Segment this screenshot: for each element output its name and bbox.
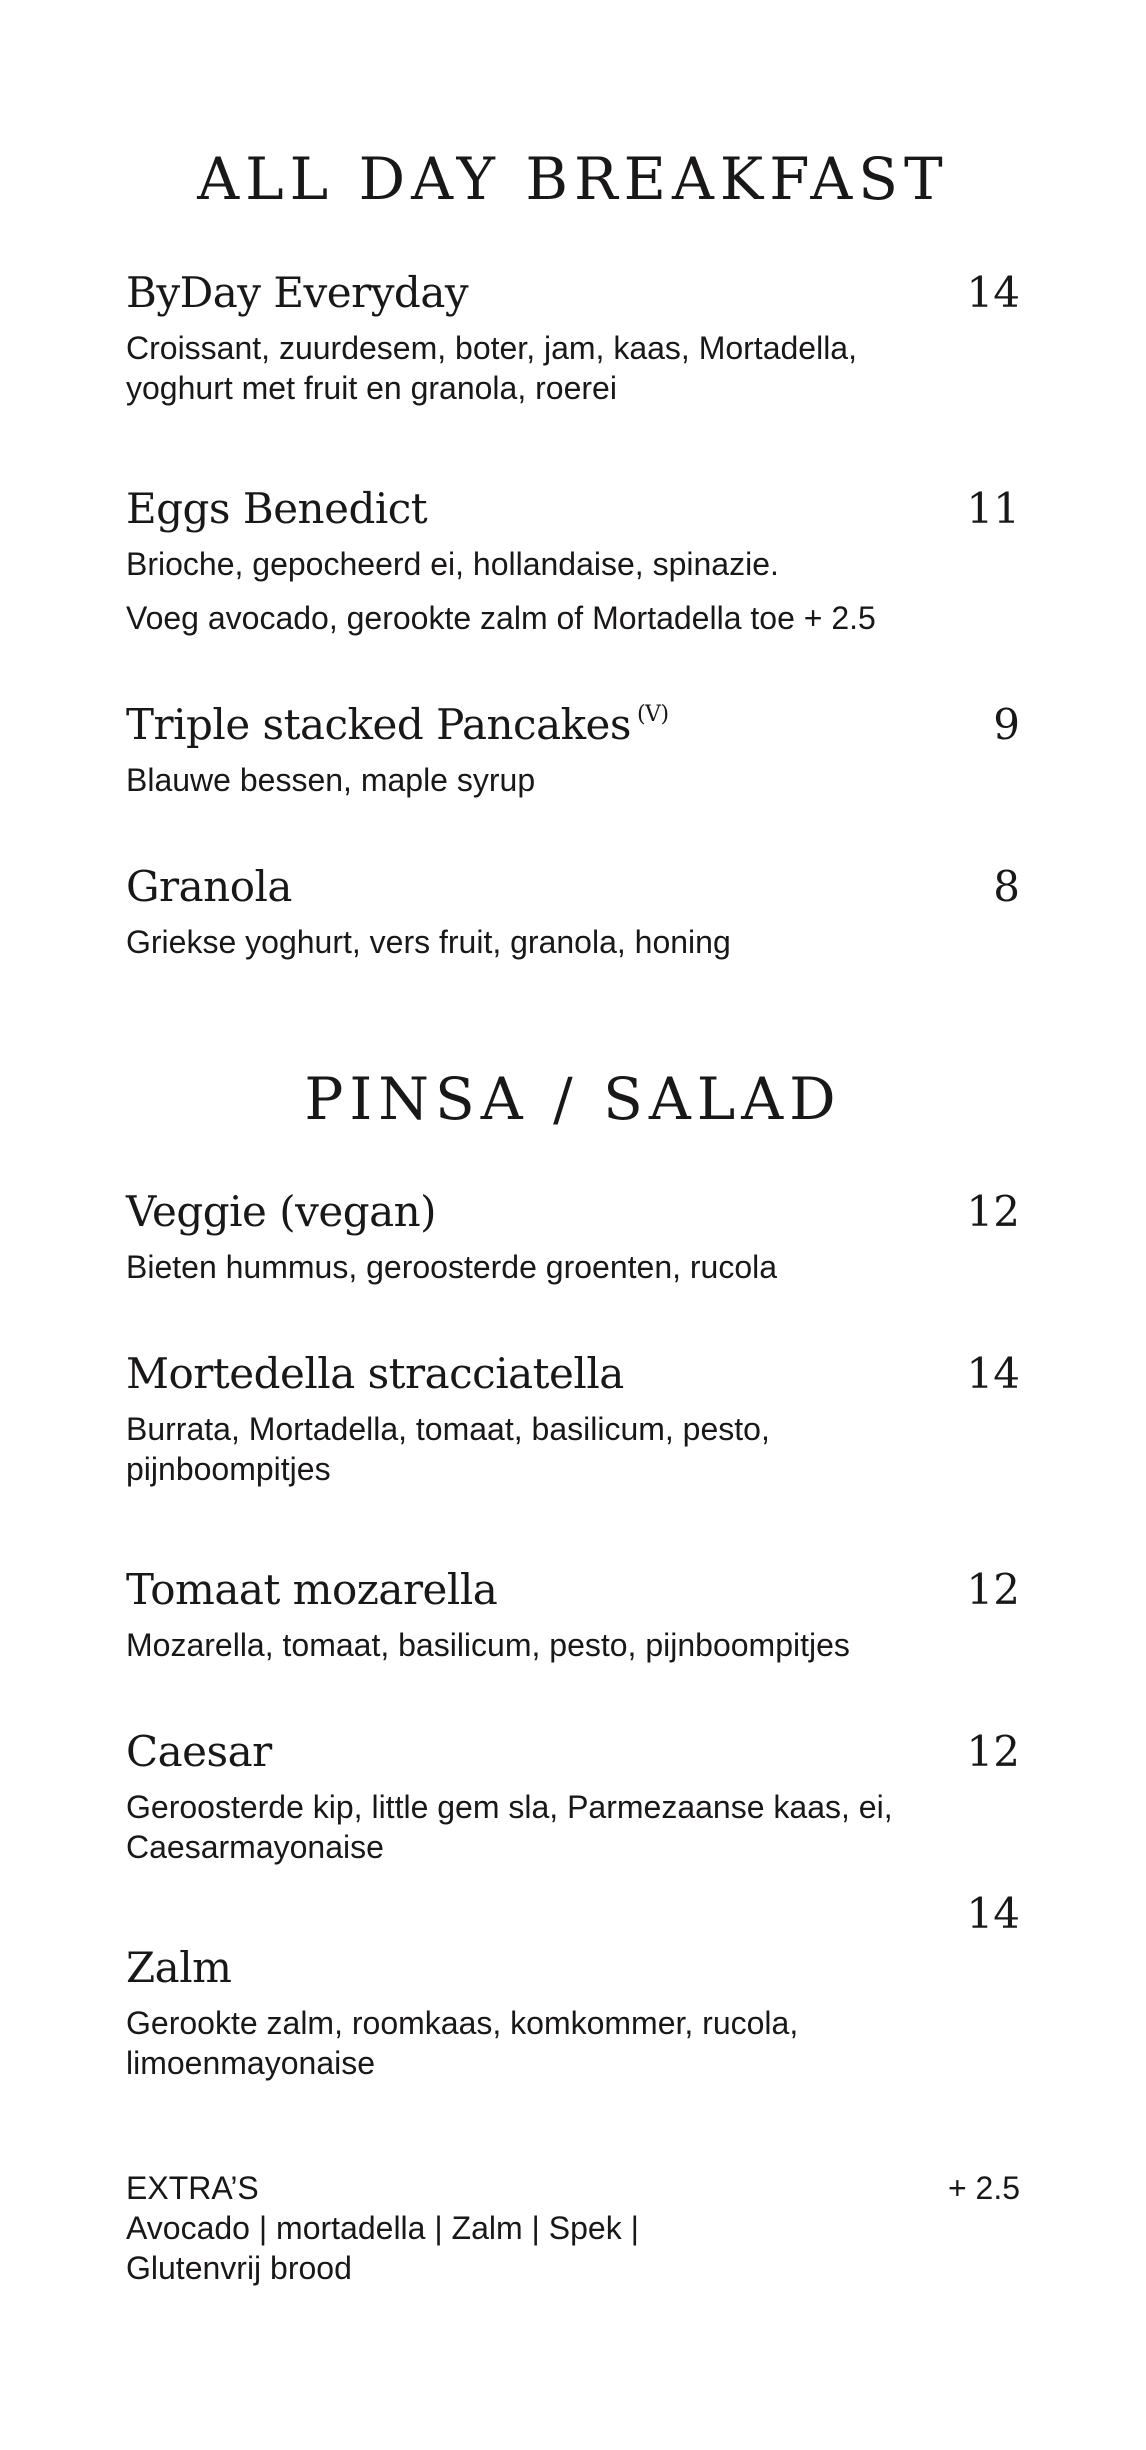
- vegetarian-tag: (V): [636, 702, 669, 727]
- menu-item-tomaat-mozarella: [126, 1565, 1020, 1665]
- item-description: Gerookte zalm, roomkaas, komkommer, rucola, limoenmayonaise: [126, 2005, 799, 2081]
- item-name: Veggie (vegan): [126, 1187, 437, 1236]
- item-price: 12: [966, 1565, 1020, 1614]
- menu-item-veggie: [126, 1187, 1020, 1287]
- item-description: Mozarella, tomaat, basilicum, pesto, pijnboompitjes: [126, 1627, 850, 1663]
- item-price: 14: [966, 1349, 1020, 1398]
- extras-block: [126, 2168, 1020, 2288]
- item-description: Bieten hummus, geroosterde groenten, rucola: [126, 1249, 778, 1285]
- item-description: Griekse yoghurt, vers fruit, granola, honing: [126, 924, 731, 960]
- item-description: Croissant, zuurdesem, boter, jam, kaas, Mortadella, yoghurt met fruit en granola, roerei: [126, 330, 857, 406]
- section-title-breakfast: ALL DAY BREAKFAST: [197, 145, 949, 213]
- item-description: Blauwe bessen, maple syrup: [126, 762, 536, 798]
- extras-list: Avocado | mortadella | Zalm | Spek | Glutenvrij brood: [126, 2210, 639, 2286]
- item-name: Mortedella stracciatella: [126, 1349, 624, 1398]
- item-description: Burrata, Mortadella, tomaat, basilicum, pesto, pijnboompitjes: [126, 1411, 770, 1487]
- item-name: Eggs Benedict: [126, 484, 428, 533]
- item-description: Brioche, gepocheerd ei, hollandaise, spinazie.: [126, 546, 779, 582]
- menu-item-zalm: [126, 1889, 1020, 2083]
- item-price: 12: [966, 1727, 1020, 1776]
- extras-title: EXTRA’S: [126, 2170, 259, 2206]
- menu-item-triple-stacked-pancakes: [126, 700, 1020, 800]
- item-price: 8: [993, 862, 1020, 911]
- menu-item-mortedella-stracciatella: [126, 1349, 1020, 1489]
- item-name: Triple stacked Pancakes: [126, 700, 631, 749]
- item-name-wrap: [126, 700, 1020, 749]
- item-price: 11: [966, 484, 1020, 533]
- item-name: Caesar: [126, 1727, 272, 1776]
- item-name: Granola: [126, 862, 292, 911]
- item-price: 9: [993, 700, 1020, 749]
- menu-item-caesar: [126, 1727, 1020, 1867]
- item-description: Geroosterde kip, little gem sla, Parmezaanse kaas, ei, Caesarmayonaise: [126, 1789, 893, 1865]
- item-price: 14: [966, 268, 1020, 317]
- menu-item-eggs-benedict: [126, 484, 1020, 638]
- item-price: 14: [966, 1889, 1020, 1938]
- item-note: Voeg avocado, gerookte zalm of Mortadella toe + 2.5: [126, 600, 876, 636]
- item-name: ByDay Everyday: [126, 268, 469, 317]
- item-name: Zalm: [126, 1943, 232, 1992]
- menu-item-byday-everyday: [126, 268, 1020, 408]
- item-price: 12: [966, 1187, 1020, 1236]
- menu-item-granola: [126, 862, 1020, 962]
- extras-price: + 2.5: [947, 2170, 1020, 2206]
- section-title-pinsa-salad: PINSA / SALAD: [304, 1065, 842, 1133]
- item-name: Tomaat mozarella: [126, 1565, 498, 1614]
